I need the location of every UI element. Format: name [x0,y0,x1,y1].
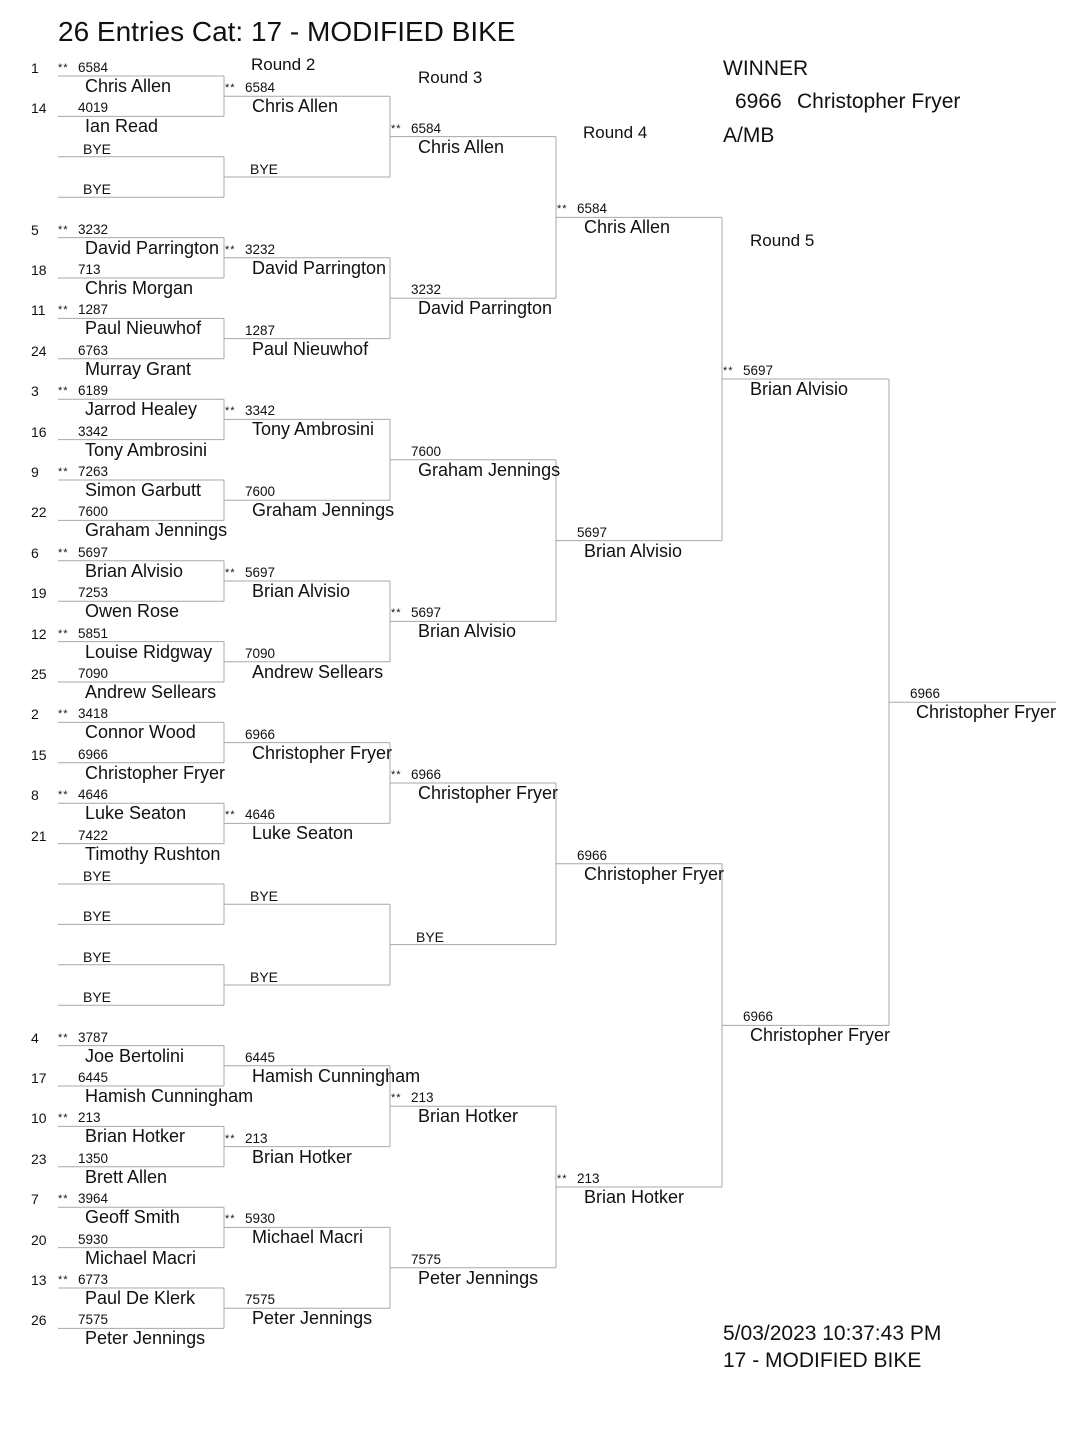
seeded-marker: ** [58,627,69,640]
seeded-marker: ** [557,203,568,216]
competitor-number: 5697 [411,605,442,621]
competitor-number: 6966 [910,686,941,702]
competitor-number: 7090 [78,666,109,681]
round-2-label: Round 2 [251,55,316,74]
competitor-number: 6584 [78,60,109,75]
competitor-name: Hamish Cunningham [252,1065,421,1086]
competitor-name: Brian Alvisio [750,379,849,399]
competitor-name: Christopher Fryer [916,702,1057,723]
bye-label: BYE [83,948,112,965]
seeded-marker: ** [557,1173,568,1185]
competitor-name: Peter Jennings [85,1328,206,1349]
competitor-name: David Parrington [85,237,220,258]
competitor-name: Chris Allen [584,217,671,238]
competitor-number: 6966 [577,847,608,863]
competitor-name: Joe Bertolini [85,1045,185,1066]
seed-number: 6 [31,544,39,561]
seed-number: 5 [31,221,39,238]
competitor-name: Luke Seaton [85,803,187,824]
competitor-number: 213 [78,1110,101,1126]
competitor-number: 6966 [411,767,442,782]
competitor-name: Jarrod Healey [85,399,198,420]
footer-category: 17 - MODIFIED BIKE [723,1349,922,1372]
competitor-number: 4646 [78,787,109,803]
competitor-number: 6966 [743,1009,774,1025]
seed-number: 16 [31,423,47,440]
seeded-marker: ** [58,62,69,74]
bye-label: BYE [250,969,279,985]
competitor-name: Chris Allen [252,96,339,117]
seeded-marker: ** [58,385,69,398]
bye-label: BYE [250,888,279,905]
seed-number: 21 [31,827,47,844]
competitor-name: Murray Grant [85,358,192,379]
competitor-number: 6584 [577,201,608,217]
competitor-number: 7575 [245,1292,276,1308]
competitor-number: 5697 [245,565,276,580]
competitor-number: 1287 [78,302,109,318]
competitor-name: Brian Alvisio [418,621,517,642]
competitor-name: Paul De Klerk [85,1288,196,1308]
competitor-number: 7422 [78,827,109,843]
page-title: 26 Entries Cat: 17 - MODIFIED BIKE [58,16,516,47]
competitor-number: 5851 [78,625,109,641]
seed-number: 4 [31,1029,39,1046]
seeded-marker: ** [58,708,69,721]
competitor-name: Chris Morgan [85,278,194,298]
seed-number: 10 [31,1110,47,1127]
competitor-number: 3232 [411,282,442,298]
winner-label: WINNER [723,57,809,80]
competitor-number: 4019 [78,100,109,116]
seeded-marker: ** [58,1193,69,1206]
seed-number: 17 [31,1070,47,1086]
seeded-marker: ** [58,789,69,802]
seeded-marker: ** [391,607,402,620]
competitor-number: 5697 [78,544,109,560]
competitor-number: 7090 [245,645,276,661]
competitor-name: Ian Read [85,116,159,137]
competitor-number: 3232 [78,221,109,237]
seed-number: 23 [31,1150,47,1167]
round-4-label: Round 4 [583,123,648,142]
competitor-name: Graham Jennings [85,520,228,541]
competitor-name: Owen Rose [85,601,180,622]
competitor-name: Paul Nieuwhof [85,318,202,339]
seeded-marker: ** [58,223,69,236]
competitor-name: Christopher Fryer [252,742,393,763]
competitor-number: 6966 [78,746,109,762]
seeded-marker: ** [225,243,236,256]
seed-number: 7 [31,1191,39,1208]
seed-number: 8 [31,787,39,804]
seeded-marker: ** [58,546,69,559]
competitor-number: 5930 [245,1211,276,1227]
competitor-number: 7575 [78,1312,109,1328]
competitor-name: Brian Alvisio [584,540,683,561]
seeded-marker: ** [723,365,734,377]
competitor-name: David Parrington [252,257,387,278]
competitor-name: Brian Alvisio [85,560,184,581]
competitor-number: 6445 [245,1049,276,1065]
bye-label: BYE [83,868,112,884]
competitor-number: 6189 [78,383,109,399]
seeded-marker: ** [58,1274,69,1286]
seed-number: 24 [31,342,47,359]
seed-number: 14 [31,100,47,117]
winner-number: 6966 [735,90,782,113]
competitor-number: 3418 [78,706,109,722]
seed-number: 12 [31,625,47,642]
competitor-number: 5697 [743,363,774,378]
competitor-name: Brian Alvisio [252,581,351,601]
competitor-number: 3787 [78,1029,109,1045]
competitor-number: 6584 [411,120,442,136]
competitor-number: 3232 [245,241,276,257]
seed-number: 1 [31,60,39,76]
competitor-number: 213 [245,1130,268,1146]
competitor-name: Christopher Fryer [85,762,226,783]
seeded-marker: ** [58,1112,69,1125]
competitor-name: Christopher Fryer [750,1025,891,1046]
competitor-name: Connor Wood [85,722,196,743]
seeded-marker: ** [225,809,236,822]
bye-label: BYE [83,989,112,1006]
competitor-number: 7600 [411,443,442,459]
seeded-marker: ** [58,466,69,478]
competitor-name: Peter Jennings [252,1308,373,1329]
seed-number: 20 [31,1231,47,1248]
seeded-marker: ** [225,1132,236,1145]
competitor-name: Brian Hotker [584,1187,685,1207]
competitor-name: Timothy Rushton [85,843,221,864]
competitor-number: 6773 [78,1272,109,1287]
competitor-number: 7253 [78,585,109,601]
competitor-number: 7263 [78,464,109,479]
competitor-number: 1350 [78,1150,109,1166]
print-timestamp: 5/03/2023 10:37:43 PM [723,1322,942,1345]
bye-label: BYE [250,161,279,177]
competitor-name: Andrew Sellears [85,682,217,702]
competitor-name: Luke Seaton [252,823,354,844]
competitor-name: Brett Allen [85,1166,168,1187]
seeded-marker: ** [58,304,69,317]
seed-number: 13 [31,1272,47,1288]
competitor-number: 3342 [78,423,109,439]
competitor-number: 6763 [78,342,109,358]
seeded-marker: ** [58,1031,69,1044]
seed-number: 18 [31,262,47,278]
competitor-name: Geoff Smith [85,1207,180,1228]
seed-number: 3 [31,383,39,400]
competitor-name: Brian Hotker [418,1106,519,1127]
seeded-marker: ** [225,405,236,418]
competitor-name: Christopher Fryer [418,783,559,803]
competitor-name: David Parrington [418,298,553,319]
seeded-marker: ** [225,567,236,579]
seeded-marker: ** [391,122,402,135]
competitor-number: 3964 [78,1191,109,1207]
competitor-name: Tony Ambrosini [85,439,208,460]
competitor-name: Peter Jennings [418,1267,539,1288]
seeded-marker: ** [225,82,236,95]
winner-name: Christopher Fryer [797,90,961,113]
bye-label: BYE [83,140,112,157]
bye-label: BYE [83,181,112,198]
competitor-number: 7600 [78,504,109,520]
competitor-number: 5697 [577,524,608,540]
competitor-number: 1287 [245,322,276,338]
competitor-name: Chris Allen [85,76,172,96]
round-5-label: Round 5 [750,231,815,250]
competitor-name: Michael Macri [252,1227,364,1248]
competitor-number: 213 [577,1171,600,1186]
competitor-number: 7575 [411,1251,442,1267]
competitor-name: Graham Jennings [252,500,395,521]
competitor-number: 4646 [245,807,276,823]
bye-label: BYE [416,928,445,945]
competitor-name: Andrew Sellears [252,661,384,682]
competitor-number: 713 [78,262,101,277]
competitor-number: 3342 [245,403,276,419]
competitor-name: Hamish Cunningham [85,1086,254,1106]
bye-label: BYE [83,908,112,925]
competitor-number: 6445 [78,1070,109,1085]
class-code: A/MB [723,124,775,147]
competitor-number: 6966 [245,726,276,742]
round-3-label: Round 3 [418,68,483,87]
competitor-name: Chris Allen [418,136,505,157]
competitor-name: Brian Hotker [85,1126,186,1147]
competitor-number: 6584 [245,80,276,96]
competitor-name: Paul Nieuwhof [252,338,369,359]
seed-number: 9 [31,464,39,480]
competitor-name: Simon Garbutt [85,480,202,500]
competitor-name: Christopher Fryer [584,863,725,884]
competitor-name: Louise Ridgway [85,641,213,662]
seeded-marker: ** [391,1092,402,1105]
competitor-number: 5930 [78,1231,109,1247]
competitor-name: Graham Jennings [418,459,561,480]
competitor-name: Brian Hotker [252,1146,353,1167]
competitor-number: 213 [411,1090,434,1106]
seed-number: 22 [31,504,47,521]
competitor-number: 7600 [245,484,276,500]
competitor-name: Tony Ambrosini [252,419,375,440]
seed-number: 11 [31,302,46,319]
seed-number: 26 [31,1312,47,1329]
seeded-marker: ** [391,769,402,781]
competitor-name: Michael Macri [85,1247,197,1268]
seed-number: 15 [31,746,47,763]
seed-number: 19 [31,585,47,602]
seed-number: 25 [31,666,47,682]
seeded-marker: ** [225,1213,236,1226]
seed-number: 2 [31,706,39,723]
